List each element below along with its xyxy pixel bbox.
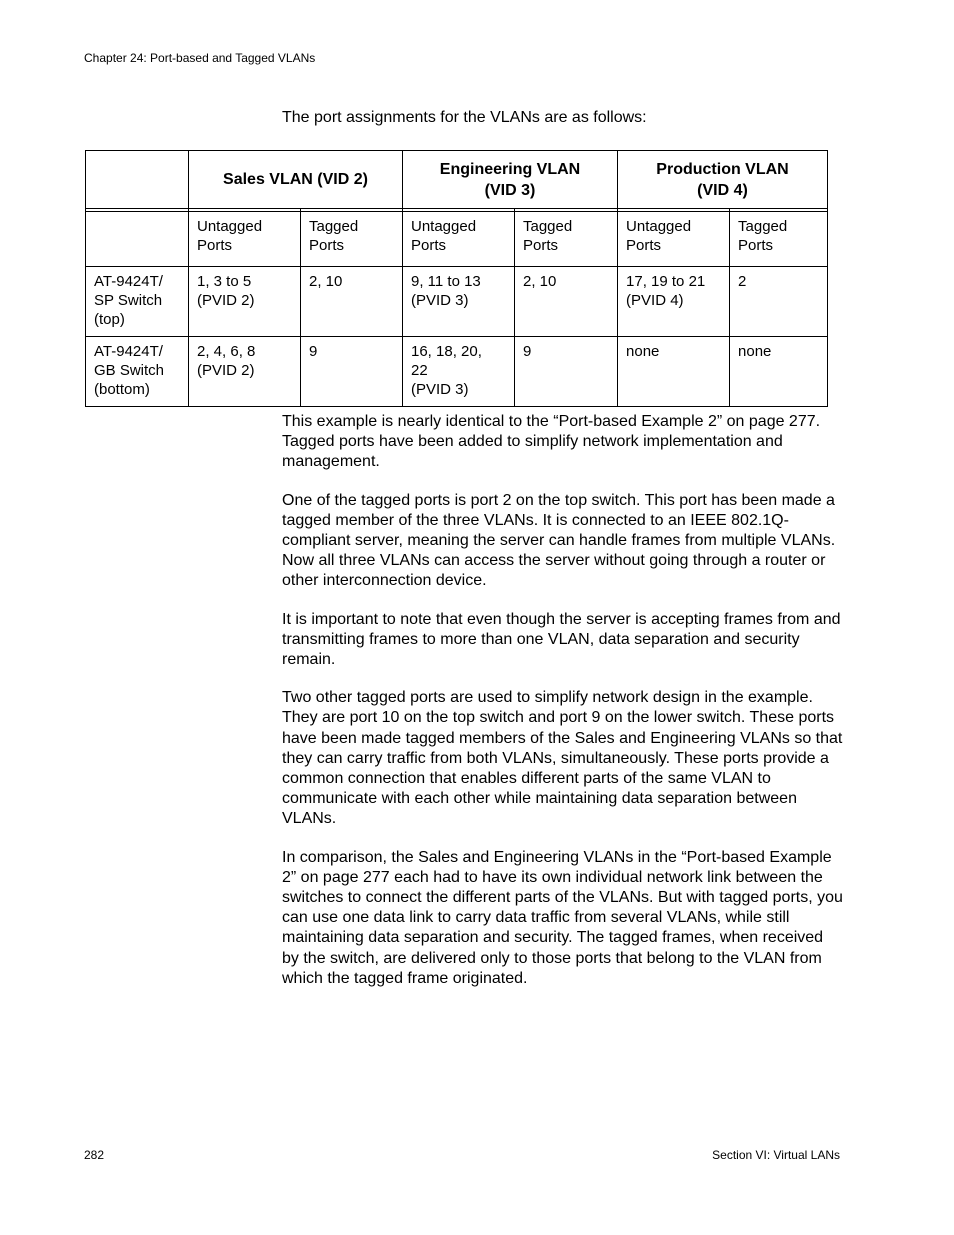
sales-untagged-subheader: Untagged Ports [189,212,301,267]
table-cell: 9 [301,337,403,407]
table-subheader-empty [86,212,189,267]
intro-text: The port assignments for the VLANs are as follows: [282,109,647,126]
table-cell: 2 [730,267,828,337]
table-cell: 2, 10 [301,267,403,337]
body-text [282,412,844,1007]
paragraph: Two other tagged ports are used to simplify network design in the example. They are port 10 on the top switch and port 9 on the lower switch. These ports have been made tagged members of the Sales and Engineering VLANs so that they can carry traffic from both VLANs, simultaneously. These ports provide a common connection that enables different parts of the same VLAN to communicate with each other while maintaining data separation between VLANs. [282,689,843,828]
table-cell: 16, 18, 20, 22 (PVID 3) [403,337,515,407]
table-cell: 2, 4, 6, 8 (PVID 2) [189,337,301,407]
paragraph: One of the tagged ports is port 2 on the top switch. This port has been made a tagged member of the three VLANs. It is connected to an IEEE 802.1Q-compliant server, meaning the server can handle frames from multiple VLANs. Now all three VLANs can access the server without going through a router or other interconnection device. [282,491,836,590]
table-row [86,267,828,337]
engineering-untagged-subheader: Untagged Ports [403,212,515,267]
table-cell: 2, 10 [515,267,618,337]
sales-tagged-subheader: Tagged Ports [301,212,403,267]
table-group-header-row [86,151,828,209]
production-tagged-subheader: Tagged Ports [730,212,828,267]
chapter-header: Chapter 24: Port-based and Tagged VLANs [84,51,316,65]
sales-vlan-header: Sales VLAN (VID 2) [189,151,403,209]
engineering-tagged-subheader: Tagged Ports [515,212,618,267]
paragraph: It is important to note that even though the server is accepting frames from and transmitting frames to more than one VLAN, data separation and security remain. [282,610,841,669]
table-cell: 17, 19 to 21 (PVID 4) [618,267,730,337]
section-footer: Section VI: Virtual LANs [712,1148,840,1162]
page-number: 282 [84,1148,105,1162]
switch-name-cell: AT-9424T/ GB Switch (bottom) [86,337,189,407]
table-cell: none [730,337,828,407]
vlan-port-table [85,150,828,407]
table-subheader-row [86,212,828,267]
table-cell: 9 [515,337,618,407]
table-row [86,337,828,407]
table-cell: 9, 11 to 13 (PVID 3) [403,267,515,337]
paragraph: This example is nearly identical to the “Port-based Example 2” on page 277. Tagged ports have been added to simplify network implementation and management. [282,413,821,471]
table-corner-cell [86,151,189,209]
production-vlan-header: Production VLAN (VID 4) [618,151,828,209]
table-cell: 1, 3 to 5 (PVID 2) [189,267,301,337]
engineering-vlan-header: Engineering VLAN (VID 3) [403,151,618,209]
table-cell: none [618,337,730,407]
paragraph: In comparison, the Sales and Engineering VLANs in the “Port-based Example 2” on page 277 each had to have its own individual network link between the switches to connect the different parts of the VLANs. But with tagged ports, you can use one data link to carry data traffic from several VLANs, while still maintaining data separation and security. The tagged frames, when received by the switch, are delivered only to those ports that belong to the VLAN from which the tagged frame originated. [282,848,843,987]
production-untagged-subheader: Untagged Ports [618,212,730,267]
switch-name-cell: AT-9424T/ SP Switch (top) [86,267,189,337]
